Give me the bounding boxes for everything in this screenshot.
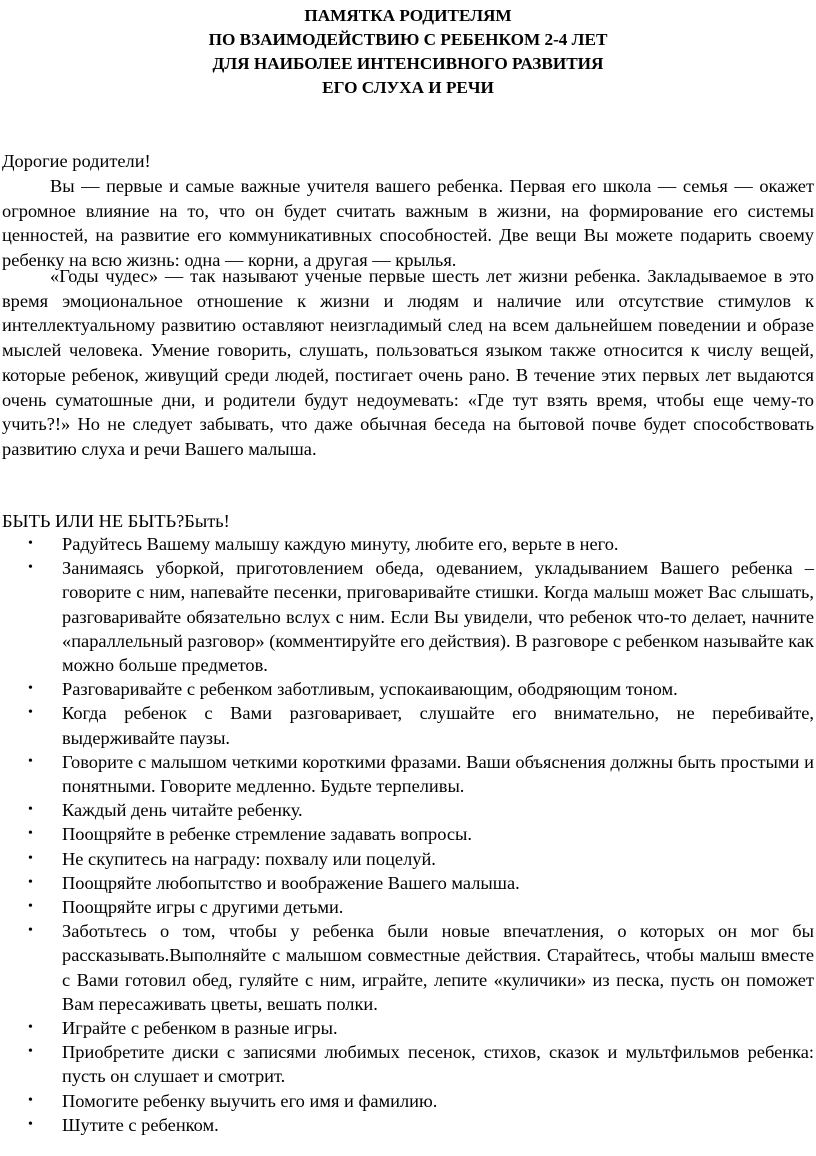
bullet-icon: • <box>28 1044 33 1060</box>
bullet-icon: • <box>28 874 33 890</box>
section-heading: БЫТЬ ИЛИ НЕ БЫТЬ?Быть! <box>2 511 230 531</box>
list-item-text: Занимаясь уборкой, приготовлением обеда, одеванием, укладыванием Вашего ребенка – говорите с ним, напевайте песенки, приговаривайте стишки. Когда малыш может Вас слышать, разговаривайте обязательно вслух с ним. Если Вы увидели, что ребенок что-то делает, начните «параллельный разговор» (комментируйте его действия). В разговоре с ребенком называйте как можно больше предметов. <box>62 558 814 676</box>
list-item-text: Поощряйте игры с другими детьми. <box>62 897 344 918</box>
list-item <box>0 701 816 749</box>
list-item <box>0 556 816 677</box>
list-item <box>0 1016 816 1040</box>
list-item <box>0 750 816 798</box>
list-item <box>0 919 816 1016</box>
greeting: Дорогие родители! <box>2 151 151 171</box>
list-item-text: Шутите с ребенком. <box>62 1114 219 1135</box>
bullet-icon: • <box>28 753 33 769</box>
list-item-text: Заботьтесь о том, чтобы у ребенка были новые впечатления, о которых он мог бы рассказывать.Выполняйте с малышом совместные действия. Старайтесь, чтобы малыш вместе с Вами готовил обед, гуляйте с ним, играйте, лепите «куличики» из песка, пусть он поможет Вам пересаживать цветы, вешать полки. <box>62 921 814 1014</box>
list-item-text: Говорите с малышом четкими короткими фразами. Ваши объяснения должны быть простыми и понятными. Говорите медленно. Будьте терпеливы. <box>62 751 814 797</box>
title-line-3: ДЛЯ НАИБОЛЕЕ ИНТЕНСИВНОГО РАЗВИТИЯ <box>212 54 604 73</box>
list-item-text: Когда ребенок с Вами разговаривает, слушайте его внимательно, не перебивайте, выдерживайте паузы. <box>62 703 814 748</box>
list-item-text: Играйте с ребенком в разные игры. <box>62 1018 338 1039</box>
bullet-icon: • <box>28 802 33 818</box>
bullet-icon: • <box>28 923 33 939</box>
list-item-text: Каждый день читайте ребенку. <box>62 800 303 821</box>
intro-paragraph-2: «Годы чудес» — так называют ученые первые шесть лет жизни ребенка. Закладываемое в это время эмоциональное отношение к жизни и людям и наличие или отсутствие стимулов к интеллектуальному развитию оставляют неизгладимый след на всем дальнейшем поведении и образе мыслей человека. Умение говорить, слушать, пользоваться языком также относится к числу вещей, которые ребенок, живущий среди людей, постигает очень рано. В течение этих первых лет выдаются очень суматошные дни, и родители будут недоумевать: «Где тут взять время, чтобы еще чему-то учить?!» Но не следует забывать, что даже обычная беседа на бытовой почве будет способствовать развитию слуха и речи Вашего малыша. <box>2 266 814 459</box>
bullet-icon: • <box>28 850 33 866</box>
advice-list <box>0 532 816 1137</box>
list-item <box>0 532 816 556</box>
bullet-icon: • <box>28 705 33 721</box>
bullet-icon: • <box>28 536 33 551</box>
bullet-icon: • <box>28 560 33 576</box>
bullet-icon: • <box>28 1020 33 1036</box>
list-item <box>0 895 816 919</box>
list-item <box>0 1089 816 1113</box>
list-item <box>0 1040 816 1088</box>
list-item-text: Поощряйте любопытство и воображение Вашего малыша. <box>62 872 520 893</box>
document-title <box>0 4 816 100</box>
bullet-icon: • <box>28 1116 33 1132</box>
bullet-icon: • <box>28 899 33 915</box>
bullet-icon: • <box>28 1092 33 1108</box>
list-item <box>0 677 816 701</box>
title-line-4: ЕГО СЛУХА И РЕЧИ <box>322 78 494 97</box>
list-item-text: Приобретите диски с записями любимых песенок, стихов, сказок и мультфильмов ребенка: пусть он слушает и смотрит. <box>62 1042 814 1087</box>
bullet-icon: • <box>28 826 33 842</box>
bullet-icon: • <box>28 681 33 697</box>
title-line-1: ПАМЯТКА РОДИТЕЛЯМ <box>304 6 512 25</box>
list-item-text: Разговаривайте с ребенком заботливым, успокаивающим, ободряющим тоном. <box>62 679 678 700</box>
list-item <box>0 847 816 871</box>
list-item <box>0 1113 816 1137</box>
list-item <box>0 798 816 822</box>
list-item-text: Радуйтесь Вашему малышу каждую минуту, любите его, верьте в него. <box>62 534 619 554</box>
list-item <box>0 822 816 846</box>
intro-paragraph-1: Вы — первые и самые важные учителя вашего ребенка. Первая его школа — семья — окажет огромное влияние на то, что он будет считать важным в жизни, на формирование его системы ценностей, на развитие его коммуникативных способностей. Две вещи Вы можете подарить своему ребенку на всю жизнь: одна — корни, а другая — крылья. <box>2 176 814 270</box>
list-item <box>0 871 816 895</box>
list-item-text: Помогите ребенку выучить его имя и фамилию. <box>62 1090 438 1111</box>
title-line-2: ПО ВЗАИМОДЕЙСТВИЮ С РЕБЕНКОМ 2-4 ЛЕТ <box>208 30 608 49</box>
list-item-text: Не скупитесь на награду: похвалу или поцелуй. <box>62 848 436 869</box>
list-item-text: Поощряйте в ребенке стремление задавать вопросы. <box>62 824 472 845</box>
